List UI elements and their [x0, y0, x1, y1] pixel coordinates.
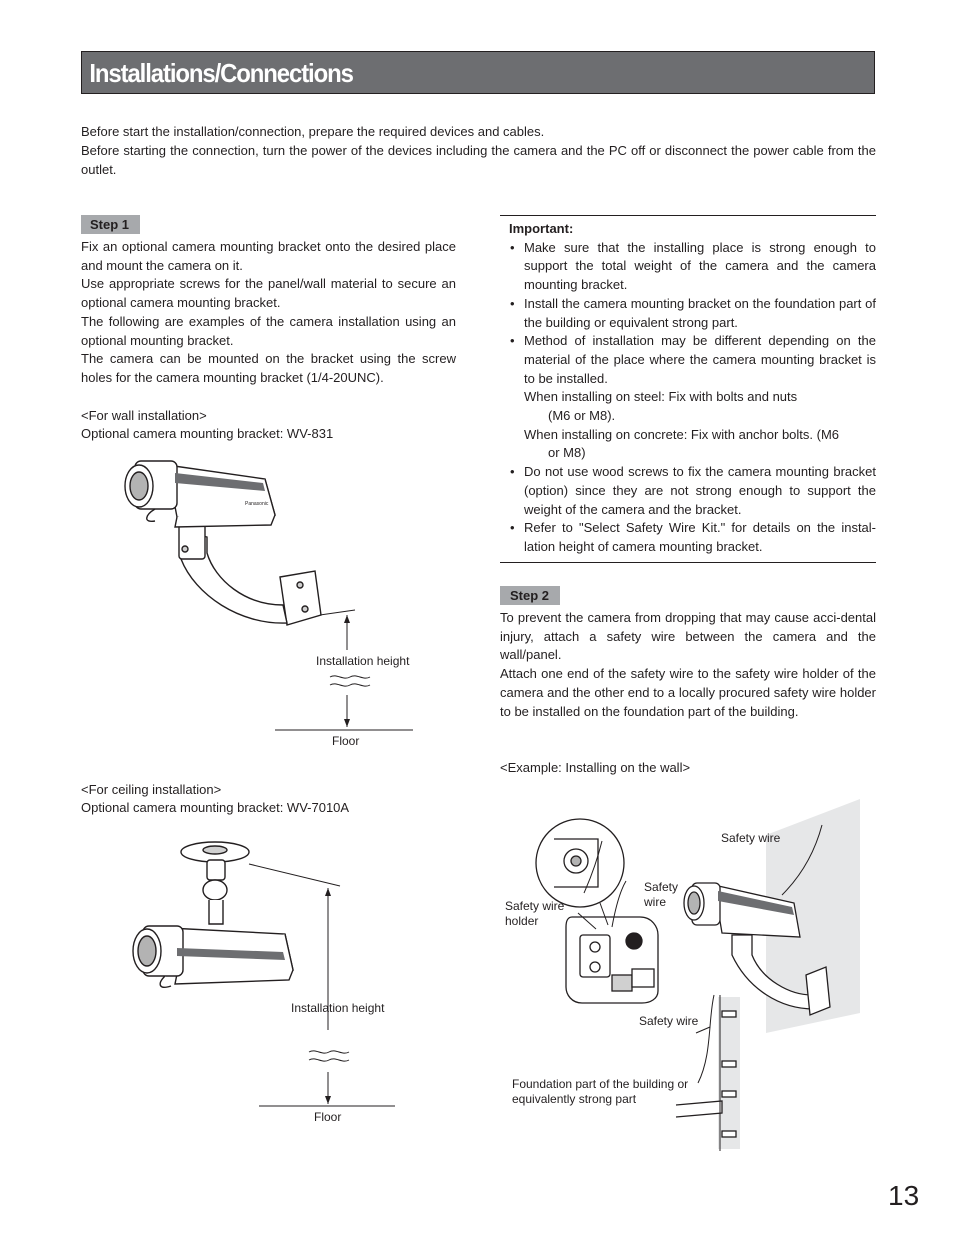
important-item-text: Do not use wood screws to fix the camera mounting bracket (option) since they are not strong enough to support the weight of the camera and the bracket.	[524, 464, 876, 517]
foundation-label-cont: equivalently strong part	[512, 1092, 637, 1106]
step2-badge: Step 2	[500, 586, 560, 605]
intro-line-2: Before starting the connection, turn the power of the devices including the camera and the PC off or disconnect the power cable from the outlet.	[81, 143, 876, 177]
safety-wire-holder-label-cont: holder	[505, 914, 539, 928]
step1-paragraph: Use appropriate screws for the panel/wall material to secure an optional camera mounting bracket.	[81, 276, 456, 311]
step1-text	[81, 238, 456, 388]
bullet: •	[510, 239, 515, 255]
intro-text	[81, 122, 876, 179]
bullet: •	[510, 333, 515, 349]
important-item	[500, 332, 876, 388]
important-item-text: Method of installation may be different depending on the material of the place where the camera mounting bracket is to be installed.	[524, 333, 876, 386]
ceiling-installation-height-label: Installation height	[291, 1001, 385, 1015]
safety-wire-label-mid-cont: wire	[644, 895, 667, 909]
important-title: Important:	[509, 221, 574, 236]
important-item-text: Make sure that the installing place is strong enough to support the total weight of the camera and the camera mounting bracket.	[524, 239, 876, 293]
important-item	[500, 463, 876, 519]
ceiling-installation-heading: <For ceiling installation>	[81, 782, 222, 797]
wall-example-heading: <Example: Installing on the wall>	[500, 760, 691, 775]
step2-text	[500, 609, 876, 721]
important-item-text: Install the camera mounting bracket on the foundation part of the building or equivalent strong part.	[524, 295, 876, 330]
step1-paragraph: The camera can be mounted on the bracket using the screw holes for the camera mounting bracket (1/4-20UNC).	[81, 351, 456, 385]
camera-brand-mark: Panasonic	[245, 501, 269, 507]
important-list-cont	[500, 463, 876, 557]
wall-installation-heading: <For wall installation>	[81, 408, 207, 423]
steel-instruction: When installing on steel: Fix with bolts and nuts	[524, 389, 798, 405]
bullet: •	[510, 295, 515, 311]
page-title: Installations/Connections	[89, 58, 353, 88]
safety-wire-holder-label: Safety wire	[505, 899, 565, 913]
bullet: •	[510, 464, 515, 480]
step2-paragraph: Attach one end of the safety wire to the safety wire holder of the camera and the other end to a locally procured safety wire holder to be installed on the foundation part of the building.	[500, 666, 876, 719]
concrete-instruction: When installing on concrete: Fix with anchor bolts. (M6	[524, 426, 840, 442]
important-item-text: Refer to "Select Safety Wire Kit." for details on the instal-lation height of camera mounting bracket.	[524, 520, 876, 554]
important-notice	[500, 215, 876, 563]
ceiling-floor-label: Floor	[314, 1110, 342, 1124]
safety-wire-label-mid: Safety	[644, 880, 679, 894]
wall-bracket-model: Optional camera mounting bracket: WV-831	[81, 426, 334, 441]
ceiling-bracket-model: Optional camera mounting bracket: WV-7010A	[81, 800, 350, 815]
step2-paragraph: To prevent the camera from dropping that may cause acci-dental injury, attach a safety wire between the camera and the wall/panel.	[500, 610, 876, 663]
safety-wire-label-top: Safety wire	[721, 831, 781, 845]
wall-installation-illustration	[115, 455, 425, 755]
foundation-label: Foundation part of the building or	[512, 1077, 689, 1091]
concrete-instruction-cont: or M8)	[548, 445, 586, 461]
wall-floor-label: Floor	[332, 734, 360, 748]
bullet: •	[510, 520, 515, 536]
step1-paragraph: Fix an optional camera mounting bracket onto the desired place and mount the camera on it.	[81, 239, 456, 273]
steel-instruction-cont: (M6 or M8).	[548, 408, 616, 424]
important-item	[500, 295, 876, 332]
important-item	[500, 519, 876, 556]
ceiling-installation-illustration	[135, 838, 405, 1118]
safety-wire-label-bottom: Safety wire	[639, 1014, 699, 1028]
page-number: 13	[888, 1180, 920, 1211]
step1-badge: Step 1	[81, 215, 140, 234]
intro-line-1: Before start the installation/connection, prepare the required devices and cables.	[81, 124, 545, 139]
important-list	[500, 239, 876, 389]
step1-paragraph: The following are examples of the camera installation using an optional mounting bracket.	[81, 313, 456, 348]
important-item	[500, 239, 876, 295]
wall-installation-height-label: Installation height	[316, 654, 410, 668]
page-title-bar	[81, 51, 875, 94]
